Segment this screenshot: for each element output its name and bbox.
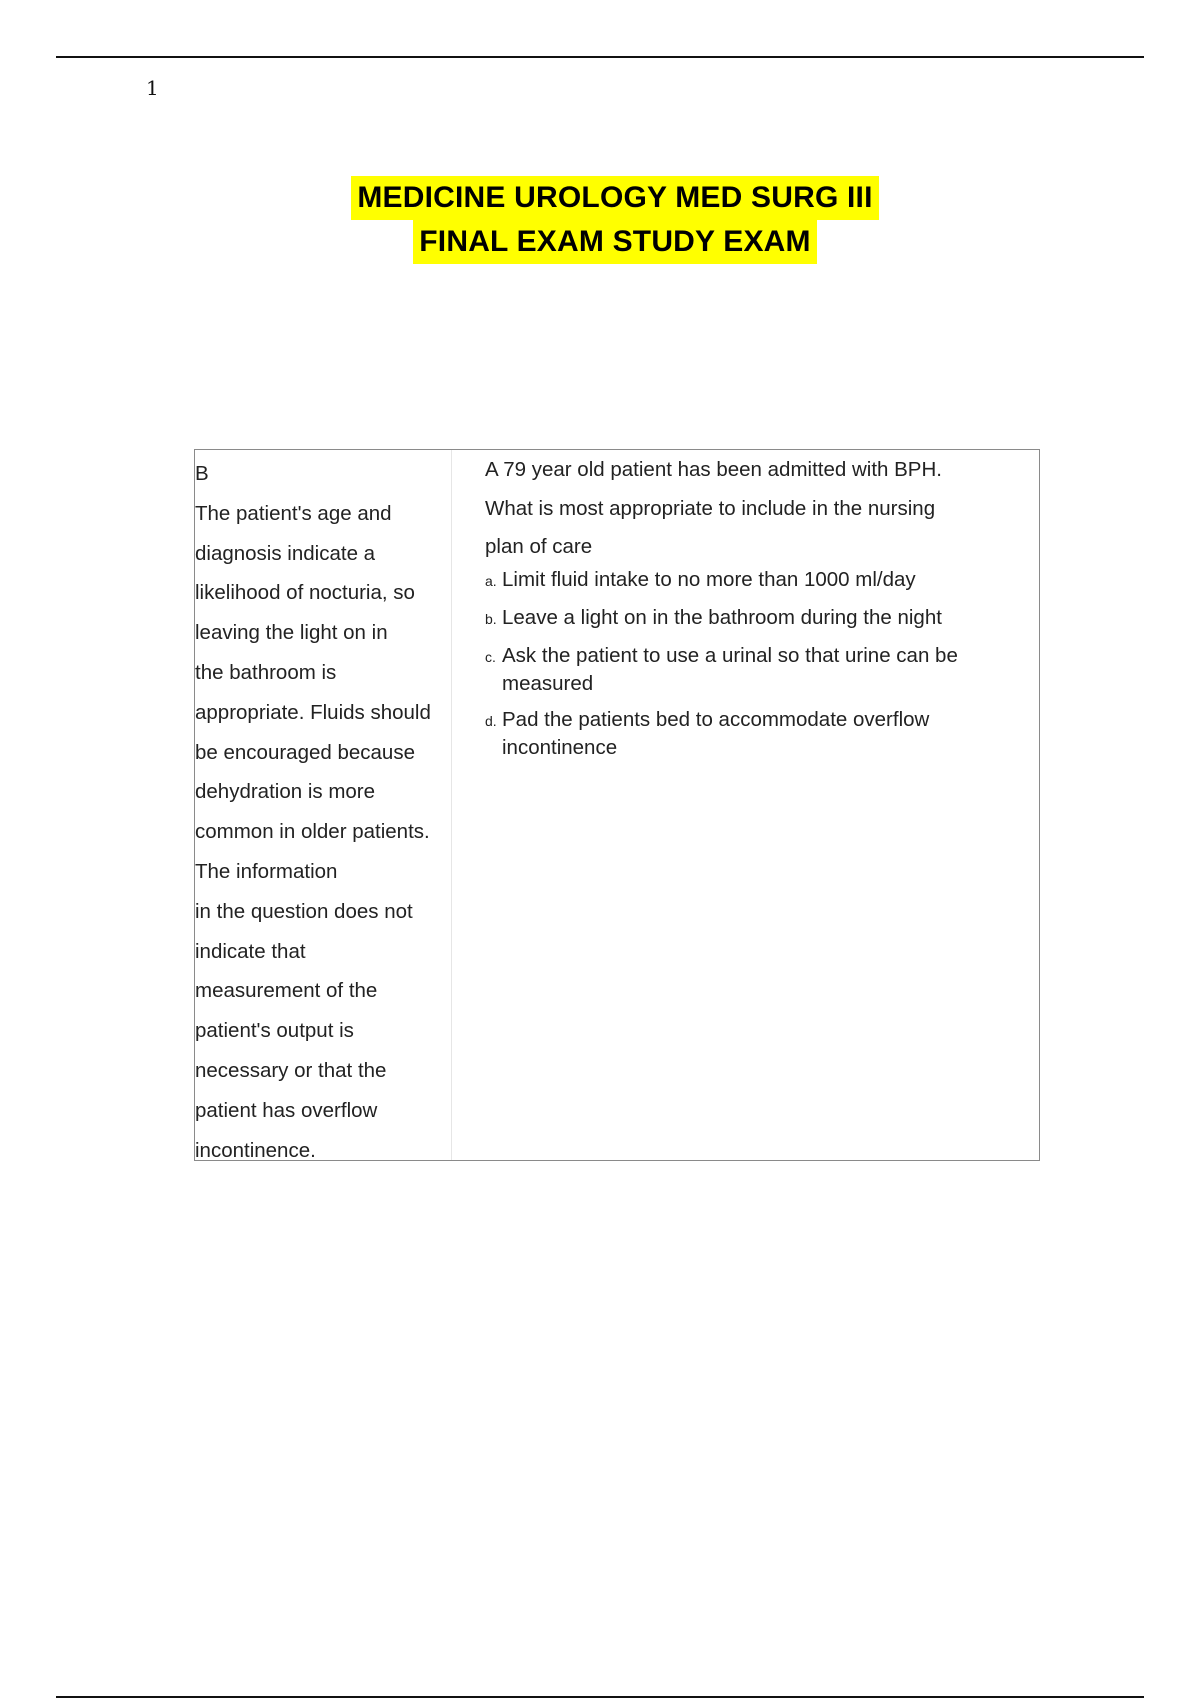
option-marker: b.	[485, 611, 497, 627]
option-text: Ask the patient to use a urinal so that urine can be measured	[502, 644, 958, 695]
answer-rationale-line: leaving the light on in	[195, 621, 388, 645]
option-text: Limit fluid intake to no more than 1000 ml/day	[502, 568, 916, 591]
answer-rationale-line: appropriate. Fluids should	[195, 700, 431, 724]
option-c	[485, 642, 1030, 698]
page-number: 1	[146, 76, 159, 100]
answer-rationale-line: patient's output is	[195, 1019, 354, 1043]
answer-letter: B	[195, 462, 209, 485]
answer-rationale-line: the bathroom is	[195, 660, 337, 684]
answer-rationale-line: measurement of the	[195, 979, 378, 1003]
answer-rationale-line: diagnosis indicate a	[195, 541, 376, 565]
answer-rationale-line: The information	[195, 859, 338, 883]
answer-rationale-line: The patient's age and	[195, 501, 392, 525]
answer-rationale-line: indicate that	[195, 939, 306, 963]
footer-rule	[56, 1696, 1144, 1698]
option-text: Pad the patients bed to accommodate overflow incontinence	[502, 708, 930, 759]
option-marker: d.	[485, 713, 497, 729]
answer-rationale-line: common in older patients.	[195, 820, 430, 844]
option-text: Leave a light on in the bathroom during the night	[502, 606, 942, 629]
column-divider	[451, 450, 452, 1160]
question-stem-line-2: What is most appropriate to include in the nursing	[485, 497, 936, 520]
answer-rationale-line: be encouraged because	[195, 740, 415, 764]
header-rule	[56, 56, 1144, 58]
question-stem-line-3: plan of care	[485, 535, 593, 558]
question-column	[485, 454, 1030, 770]
answer-rationale-line: in the question does not	[195, 899, 413, 923]
option-a	[485, 566, 1030, 596]
answer-rationale-line: patient has overflow	[195, 1098, 378, 1122]
option-marker: a.	[485, 573, 497, 589]
answer-rationale-line: necessary or that the	[195, 1058, 387, 1082]
title-line-1: MEDICINE UROLOGY MED SURG III	[351, 176, 878, 220]
answer-rationale-line: likelihood of nocturia, so	[195, 581, 415, 605]
option-b	[485, 604, 1030, 634]
option-marker: c.	[485, 649, 496, 665]
answer-rationale-line: incontinence.	[195, 1138, 316, 1162]
answer-rationale-line: dehydration is more	[195, 780, 376, 804]
answer-options	[485, 566, 1030, 762]
option-d	[485, 706, 1030, 762]
title-line-2: FINAL EXAM STUDY EXAM	[413, 220, 816, 264]
answer-column	[195, 454, 445, 1170]
document-title	[0, 176, 1200, 264]
flashcard-table	[194, 449, 1040, 1161]
question-stem-line-1: A 79 year old patient has been admitted with BPH.	[485, 458, 942, 481]
